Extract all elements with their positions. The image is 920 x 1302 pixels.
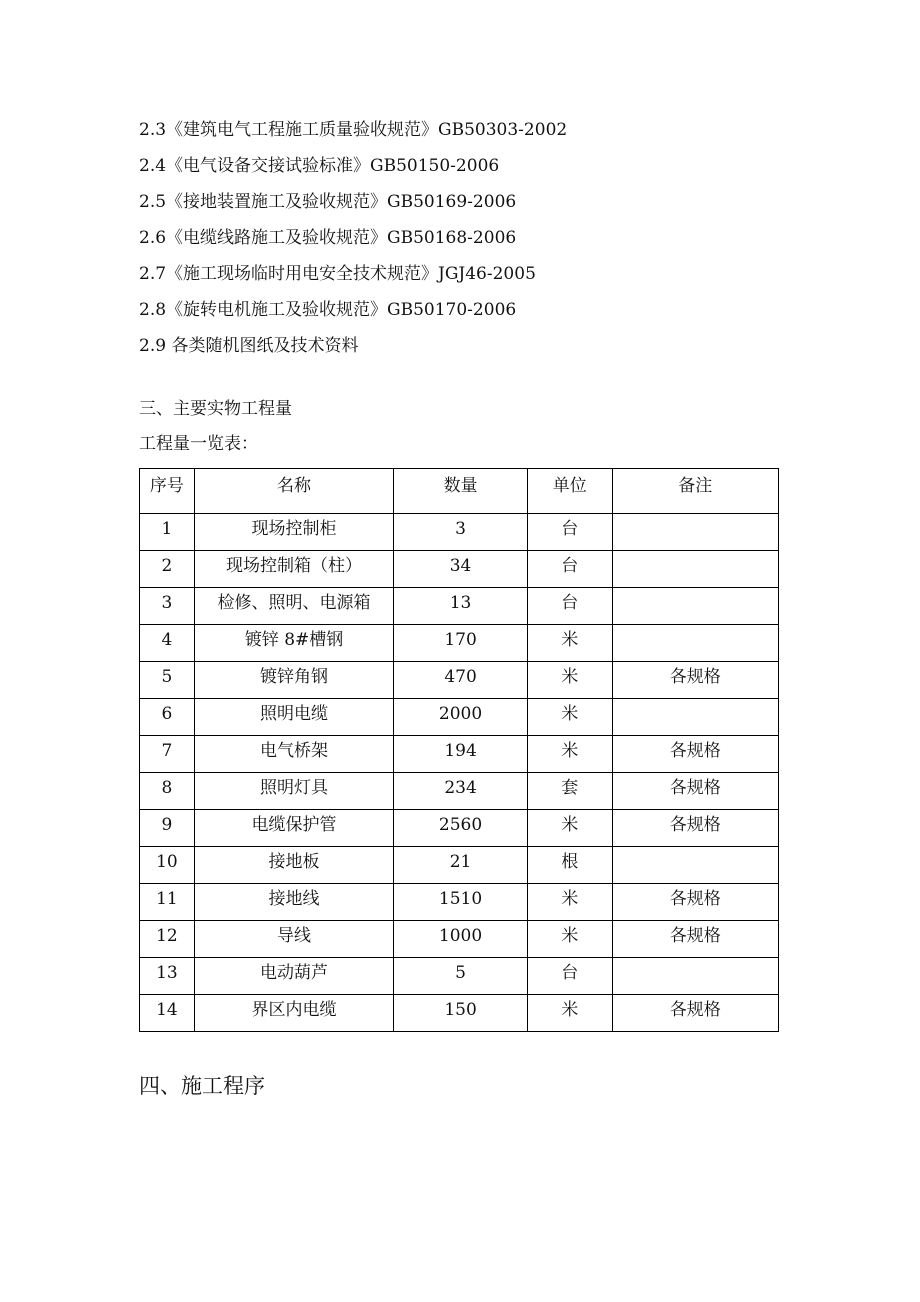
reference-item: 2.4《电气设备交接试验标准》GB50150-2006 [139,156,500,176]
cell-name: 现场控制箱（柱） [194,551,393,588]
cell-remarks [612,514,778,551]
cell-index: 2 [140,551,195,588]
cell-remarks [612,588,778,625]
cell-quantity: 3 [394,514,528,551]
cell-name: 接地板 [194,847,393,884]
cell-quantity: 34 [394,551,528,588]
cell-index: 10 [140,847,195,884]
cell-name: 电缆保护管 [194,810,393,847]
reference-item: 2.9 各类随机图纸及技术资料 [139,336,359,356]
table-row [140,514,779,551]
table-row [140,625,779,662]
header-remarks: 备注 [612,469,778,514]
cell-index: 6 [140,699,195,736]
table-caption: 工程量一览表： [139,434,258,454]
cell-remarks [612,958,778,995]
cell-unit: 米 [527,625,612,662]
cell-remarks: 各规格 [612,662,778,699]
cell-remarks: 各规格 [612,884,778,921]
cell-remarks [612,847,778,884]
quantities-table [139,468,779,1032]
cell-index: 11 [140,884,195,921]
cell-quantity: 194 [394,736,528,773]
cell-unit: 台 [527,588,612,625]
cell-quantity: 234 [394,773,528,810]
cell-remarks: 各规格 [612,736,778,773]
cell-quantity: 1510 [394,884,528,921]
cell-quantity: 2560 [394,810,528,847]
table-row [140,588,779,625]
section-heading-quantities: 三、主要实物工程量 [139,399,292,419]
cell-quantity: 470 [394,662,528,699]
header-unit: 单位 [527,469,612,514]
cell-index: 3 [140,588,195,625]
table-row [140,847,779,884]
header-index: 序号 [140,469,195,514]
header-name: 名称 [194,469,393,514]
table-row [140,921,779,958]
cell-unit: 根 [527,847,612,884]
table-row [140,551,779,588]
cell-unit: 米 [527,884,612,921]
cell-name: 电气桥架 [194,736,393,773]
cell-index: 13 [140,958,195,995]
cell-quantity: 1000 [394,921,528,958]
cell-unit: 米 [527,810,612,847]
cell-quantity: 21 [394,847,528,884]
table-row [140,958,779,995]
cell-remarks [612,625,778,662]
section-heading-construction-procedure: 四、施工程序 [139,1074,265,1098]
cell-unit: 米 [527,736,612,773]
table-header-row [140,469,779,514]
cell-remarks [612,551,778,588]
cell-quantity: 150 [394,995,528,1032]
cell-name: 接地线 [194,884,393,921]
cell-name: 镀锌 8#槽钢 [194,625,393,662]
cell-index: 4 [140,625,195,662]
table-row [140,736,779,773]
cell-quantity: 5 [394,958,528,995]
table-row [140,995,779,1032]
cell-unit: 米 [527,662,612,699]
cell-quantity: 13 [394,588,528,625]
reference-item: 2.8《旋转电机施工及验收规范》GB50170-2006 [139,300,517,320]
cell-unit: 米 [527,995,612,1032]
cell-unit: 套 [527,773,612,810]
reference-standards-list [139,112,567,364]
cell-remarks: 各规格 [612,995,778,1032]
cell-quantity: 170 [394,625,528,662]
table-row [140,773,779,810]
cell-remarks [612,699,778,736]
cell-index: 9 [140,810,195,847]
cell-remarks: 各规格 [612,810,778,847]
cell-name: 检修、照明、电源箱 [194,588,393,625]
cell-unit: 米 [527,699,612,736]
cell-index: 7 [140,736,195,773]
cell-index: 1 [140,514,195,551]
cell-index: 5 [140,662,195,699]
cell-unit: 台 [527,958,612,995]
table-row [140,662,779,699]
cell-name: 照明电缆 [194,699,393,736]
cell-unit: 米 [527,921,612,958]
cell-unit: 台 [527,514,612,551]
reference-item: 2.3《建筑电气工程施工质量验收规范》GB50303-2002 [139,120,568,140]
header-quantity: 数量 [394,469,528,514]
cell-name: 界区内电缆 [194,995,393,1032]
table-row [140,810,779,847]
cell-remarks: 各规格 [612,921,778,958]
cell-name: 导线 [194,921,393,958]
cell-index: 8 [140,773,195,810]
reference-item: 2.6《电缆线路施工及验收规范》GB50168-2006 [139,228,517,248]
cell-name: 电动葫芦 [194,958,393,995]
cell-quantity: 2000 [394,699,528,736]
cell-unit: 台 [527,551,612,588]
table-row [140,699,779,736]
table-row [140,884,779,921]
cell-remarks: 各规格 [612,773,778,810]
cell-index: 12 [140,921,195,958]
cell-name: 现场控制柜 [194,514,393,551]
cell-name: 镀锌角钢 [194,662,393,699]
cell-index: 14 [140,995,195,1032]
cell-name: 照明灯具 [194,773,393,810]
reference-item: 2.5《接地装置施工及验收规范》GB50169-2006 [139,192,517,212]
reference-item: 2.7《施工现场临时用电安全技术规范》JGJ46-2005 [139,264,536,284]
